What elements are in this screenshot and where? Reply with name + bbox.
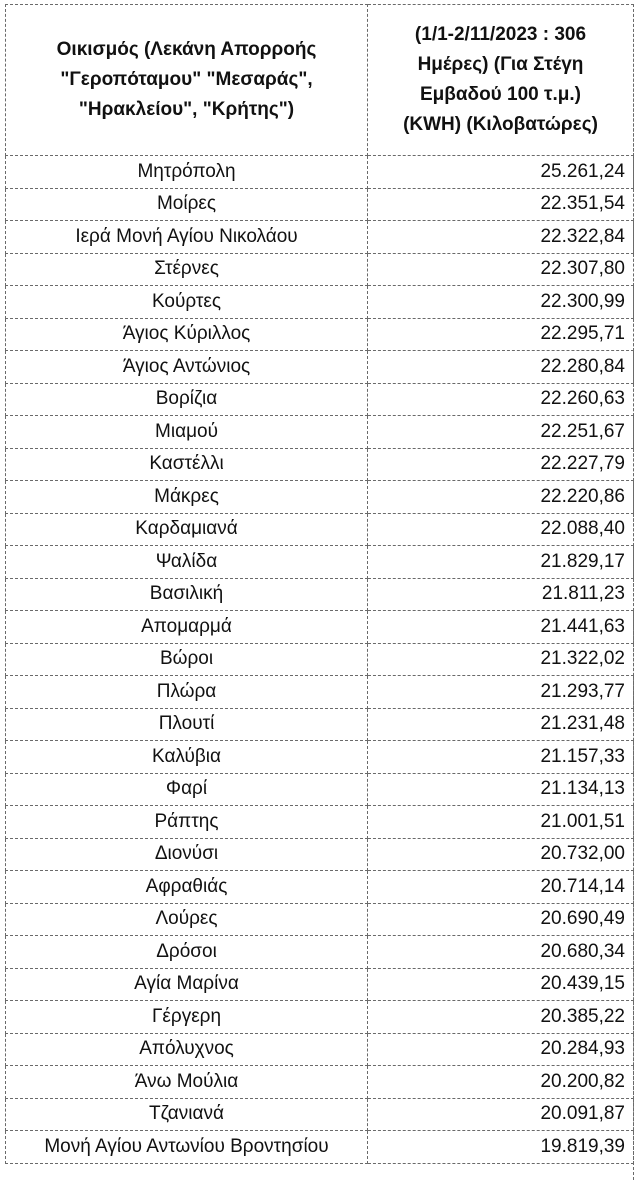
settlement-name-cell[interactable]: Στέρνες bbox=[6, 253, 368, 286]
settlement-name-cell[interactable]: Αφραθιάς bbox=[6, 871, 368, 904]
sheet-right-border bbox=[633, 4, 634, 1180]
energy-value-cell[interactable]: 22.322,84 bbox=[368, 221, 634, 254]
table-row bbox=[6, 546, 634, 579]
energy-value-cell[interactable]: 21.829,17 bbox=[368, 546, 634, 579]
table-body bbox=[6, 156, 634, 1164]
settlement-name-cell[interactable]: Ιερά Μονή Αγίου Νικολάου bbox=[6, 221, 368, 254]
table-row bbox=[6, 1131, 634, 1164]
table-row bbox=[6, 643, 634, 676]
settlement-name-cell[interactable]: Μονή Αγίου Αντωνίου Βροντησίου bbox=[6, 1131, 368, 1164]
settlement-name-cell[interactable]: Δρόσοι bbox=[6, 936, 368, 969]
energy-value-cell[interactable]: 20.091,87 bbox=[368, 1098, 634, 1131]
settlement-name-cell[interactable]: Ψαλίδα bbox=[6, 546, 368, 579]
settlements-table bbox=[5, 4, 634, 1164]
header-row bbox=[6, 5, 634, 156]
energy-value-cell[interactable]: 22.220,86 bbox=[368, 481, 634, 514]
energy-value-cell[interactable]: 20.690,49 bbox=[368, 903, 634, 936]
settlement-name-cell[interactable]: Τζανιανά bbox=[6, 1098, 368, 1131]
table-row bbox=[6, 253, 634, 286]
settlement-name-cell[interactable]: Γέργερη bbox=[6, 1001, 368, 1034]
energy-value-cell[interactable]: 20.680,34 bbox=[368, 936, 634, 969]
settlement-name-cell[interactable]: Βώροι bbox=[6, 643, 368, 676]
table-row bbox=[6, 188, 634, 221]
table-row bbox=[6, 156, 634, 189]
settlement-name-cell[interactable]: Μητρόπολη bbox=[6, 156, 368, 189]
energy-value-cell[interactable]: 21.322,02 bbox=[368, 643, 634, 676]
table-row bbox=[6, 773, 634, 806]
table-row bbox=[6, 903, 634, 936]
settlement-name-cell[interactable]: Καλύβια bbox=[6, 741, 368, 774]
table-row bbox=[6, 611, 634, 644]
energy-value-cell[interactable]: 20.284,93 bbox=[368, 1033, 634, 1066]
settlement-name-cell[interactable]: Άνω Μούλια bbox=[6, 1066, 368, 1099]
table-row bbox=[6, 806, 634, 839]
energy-value-cell[interactable]: 22.280,84 bbox=[368, 351, 634, 384]
table-row bbox=[6, 481, 634, 514]
energy-value-cell[interactable]: 22.260,63 bbox=[368, 383, 634, 416]
energy-value-cell[interactable]: 21.157,33 bbox=[368, 741, 634, 774]
table-row bbox=[6, 1033, 634, 1066]
table-row bbox=[6, 351, 634, 384]
settlement-name-cell[interactable]: Απόλυχνος bbox=[6, 1033, 368, 1066]
settlement-name-cell[interactable]: Άγιος Αντώνιος bbox=[6, 351, 368, 384]
energy-value-cell[interactable]: 22.251,67 bbox=[368, 416, 634, 449]
table-row bbox=[6, 286, 634, 319]
energy-value-cell[interactable]: 21.231,48 bbox=[368, 708, 634, 741]
settlement-name-cell[interactable]: Αγία Μαρίνα bbox=[6, 968, 368, 1001]
energy-value-cell[interactable]: 20.385,22 bbox=[368, 1001, 634, 1034]
table-row bbox=[6, 448, 634, 481]
settlement-name-cell[interactable]: Φαρί bbox=[6, 773, 368, 806]
energy-value-cell[interactable]: 25.261,24 bbox=[368, 156, 634, 189]
energy-value-cell[interactable]: 21.441,63 bbox=[368, 611, 634, 644]
energy-value-cell[interactable]: 21.001,51 bbox=[368, 806, 634, 839]
table-row bbox=[6, 513, 634, 546]
energy-value-cell[interactable]: 22.088,40 bbox=[368, 513, 634, 546]
settlement-name-cell[interactable]: Καστέλλι bbox=[6, 448, 368, 481]
settlement-name-cell[interactable]: Πλουτί bbox=[6, 708, 368, 741]
energy-value-cell[interactable]: 20.200,82 bbox=[368, 1066, 634, 1099]
settlement-name-cell[interactable]: Λούρες bbox=[6, 903, 368, 936]
table-row bbox=[6, 1066, 634, 1099]
energy-value-cell[interactable]: 20.732,00 bbox=[368, 838, 634, 871]
settlement-name-cell[interactable]: Κούρτες bbox=[6, 286, 368, 319]
table-row bbox=[6, 221, 634, 254]
table-row bbox=[6, 741, 634, 774]
settlement-name-cell[interactable]: Μοίρες bbox=[6, 188, 368, 221]
table-row bbox=[6, 1098, 634, 1131]
table-row bbox=[6, 708, 634, 741]
settlement-name-cell[interactable]: Μιαμού bbox=[6, 416, 368, 449]
energy-value-cell[interactable]: 21.293,77 bbox=[368, 676, 634, 709]
table-row bbox=[6, 838, 634, 871]
energy-value-cell[interactable]: 22.227,79 bbox=[368, 448, 634, 481]
table-row bbox=[6, 1001, 634, 1034]
energy-value-cell[interactable]: 22.295,71 bbox=[368, 318, 634, 351]
settlement-name-cell[interactable]: Ράπτης bbox=[6, 806, 368, 839]
table-row bbox=[6, 383, 634, 416]
energy-value-cell[interactable]: 22.307,80 bbox=[368, 253, 634, 286]
energy-value-cell[interactable]: 19.819,39 bbox=[368, 1131, 634, 1164]
table-row bbox=[6, 936, 634, 969]
settlement-name-cell[interactable]: Διονύσι bbox=[6, 838, 368, 871]
settlement-name-cell[interactable]: Μάκρες bbox=[6, 481, 368, 514]
settlement-name-cell[interactable]: Άγιος Κύριλλος bbox=[6, 318, 368, 351]
table-row bbox=[6, 318, 634, 351]
energy-value-cell[interactable]: 20.439,15 bbox=[368, 968, 634, 1001]
energy-value-cell[interactable]: 22.351,54 bbox=[368, 188, 634, 221]
energy-value-cell[interactable]: 21.811,23 bbox=[368, 578, 634, 611]
table-row bbox=[6, 871, 634, 904]
settlement-name-cell[interactable]: Βασιλική bbox=[6, 578, 368, 611]
settlement-name-cell[interactable]: Βορίζια bbox=[6, 383, 368, 416]
energy-column-header[interactable]: (1/1-2/11/2023 : 306 Ημέρες) (Για Στέγη Εμβαδού 100 τ.μ.) (KWH) (Κιλοβατώρες) bbox=[368, 5, 634, 156]
table-row bbox=[6, 968, 634, 1001]
settlement-column-header[interactable]: Οικισμός (Λεκάνη Απορροής "Γεροπόταμου" "Μεσαράς", "Ηρακλείου", "Κρήτης") bbox=[6, 5, 368, 156]
settlement-name-cell[interactable]: Απομαρμά bbox=[6, 611, 368, 644]
table-row bbox=[6, 578, 634, 611]
settlement-name-cell[interactable]: Πλώρα bbox=[6, 676, 368, 709]
table-row bbox=[6, 416, 634, 449]
settlement-name-cell[interactable]: Καρδαμιανά bbox=[6, 513, 368, 546]
table-row bbox=[6, 676, 634, 709]
energy-value-cell[interactable]: 21.134,13 bbox=[368, 773, 634, 806]
energy-value-cell[interactable]: 22.300,99 bbox=[368, 286, 634, 319]
energy-value-cell[interactable]: 20.714,14 bbox=[368, 871, 634, 904]
